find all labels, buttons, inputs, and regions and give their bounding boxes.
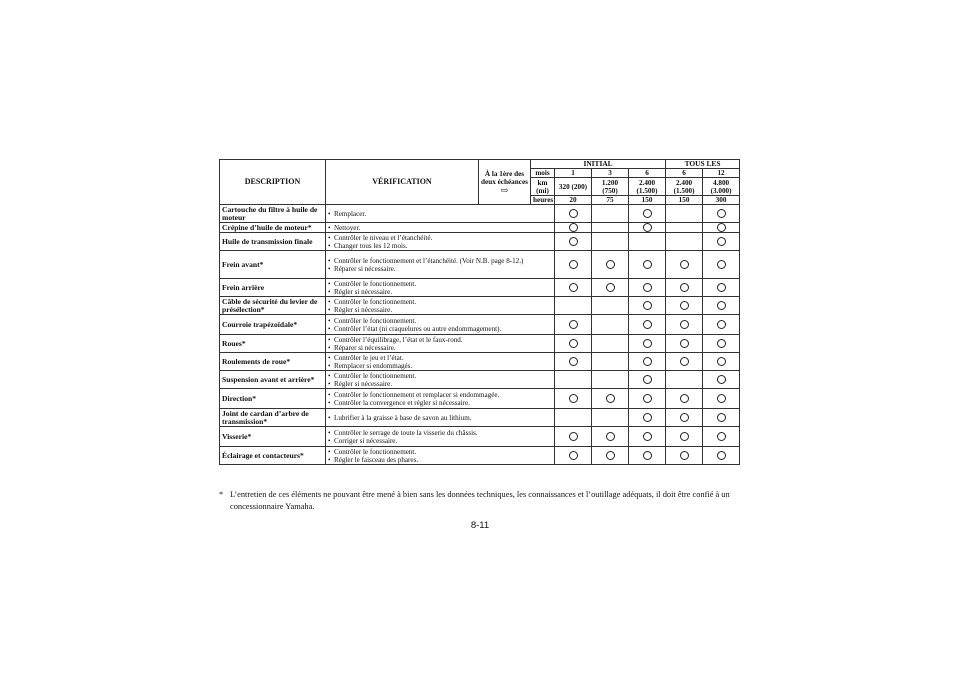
item-name: Direction*: [220, 389, 326, 409]
item-name: Crépine d’huile de moteur*: [220, 223, 326, 233]
check-step: • Contrôler le serrage de toute la visserie du châssis.: [328, 429, 529, 437]
item-name: Éclairage et contacteurs*: [220, 447, 326, 465]
circle-mark-icon: [680, 320, 689, 329]
unit-spacer-cell: [531, 279, 555, 297]
interval-mark-cell: [703, 251, 740, 279]
check-step: • Contrôler le fonctionnement.: [328, 372, 529, 380]
circle-mark-icon: [643, 432, 652, 441]
circle-mark-icon: [569, 320, 578, 329]
interval-value: 6: [629, 169, 666, 178]
circle-mark-icon: [569, 451, 578, 460]
circle-mark-icon: [643, 301, 652, 310]
interval-unit: km (mi): [531, 178, 555, 196]
item-name: Joint de cardan d’arbre de transmission*: [220, 409, 326, 427]
interval-value: 4.800 (3.000): [703, 178, 740, 196]
circle-mark-icon: [680, 260, 689, 269]
circle-mark-icon: [717, 394, 726, 403]
item-name: Courroie trapézoïdale*: [220, 315, 326, 335]
footnote-mark: *: [219, 490, 224, 499]
item-name: Visserie*: [220, 427, 326, 447]
footnote: [219, 489, 741, 512]
circle-mark-icon: [643, 320, 652, 329]
interval-mark-cell: [592, 389, 629, 409]
circle-mark-icon: [569, 394, 578, 403]
item-checks: [326, 223, 531, 233]
circle-mark-icon: [606, 260, 615, 269]
unit-spacer-cell: [531, 409, 555, 427]
circle-mark-icon: [643, 451, 652, 460]
maintenance-table: [219, 159, 740, 465]
check-step: • Régler si nécessaire.: [328, 380, 529, 388]
unit-spacer-cell: [531, 389, 555, 409]
interval-value: 1: [555, 169, 592, 178]
circle-mark-icon: [680, 413, 689, 422]
interval-mark-cell: [703, 371, 740, 389]
unit-spacer-cell: [531, 251, 555, 279]
circle-mark-icon: [717, 237, 726, 246]
unit-spacer-cell: [531, 335, 555, 353]
interval-mark-cell: [703, 297, 740, 315]
table-row: [220, 233, 740, 251]
interval-value: 320 (200): [555, 178, 592, 196]
interval-mark-cell: [666, 335, 703, 353]
item-name: Suspension avant et arrière*: [220, 371, 326, 389]
check-step: • Contrôler la convergence et régler si nécessaire.: [328, 399, 529, 407]
table-row: [220, 205, 740, 223]
unit-spacer-cell: [531, 315, 555, 335]
interval-value: 150: [666, 196, 703, 205]
interval-mark-cell: [555, 409, 592, 427]
interval-value: 12: [703, 169, 740, 178]
circle-mark-icon: [606, 283, 615, 292]
check-step: • Corriger si nécessaire.: [328, 437, 529, 445]
interval-mark-cell: [592, 233, 629, 251]
interval-mark-cell: [629, 389, 666, 409]
interval-mark-cell: [555, 427, 592, 447]
interval-mark-cell: [555, 233, 592, 251]
unit-spacer-cell: [531, 205, 555, 223]
interval-mark-cell: [555, 447, 592, 465]
table-row: [220, 427, 740, 447]
item-name: Roues*: [220, 335, 326, 353]
check-step: • Contrôler le fonctionnement.: [328, 448, 529, 456]
item-checks: [326, 371, 531, 389]
interval-mark-cell: [592, 371, 629, 389]
interval-mark-cell: [703, 447, 740, 465]
item-name: Câble de sécurité du levier de présélection*: [220, 297, 326, 315]
circle-mark-icon: [680, 357, 689, 366]
interval-mark-cell: [666, 409, 703, 427]
interval-mark-cell: [592, 447, 629, 465]
interval-mark-cell: [592, 297, 629, 315]
interval-mark-cell: [629, 315, 666, 335]
interval-mark-cell: [629, 335, 666, 353]
interval-mark-cell: [555, 353, 592, 371]
interval-mark-cell: [555, 297, 592, 315]
interval-mark-cell: [703, 233, 740, 251]
circle-mark-icon: [717, 283, 726, 292]
interval-mark-cell: [666, 315, 703, 335]
check-step: • Contrôler l’équilibrage, l’état et le faux-rond.: [328, 336, 529, 344]
circle-mark-icon: [717, 357, 726, 366]
circle-mark-icon: [569, 432, 578, 441]
check-step: • Lubrifier à la graisse à base de savon au lithium.: [328, 414, 529, 422]
interval-value: 300: [703, 196, 740, 205]
circle-mark-icon: [569, 209, 578, 218]
interval-mark-cell: [666, 447, 703, 465]
circle-mark-icon: [680, 451, 689, 460]
verification-header: VÉRIFICATION: [326, 160, 479, 205]
circle-mark-icon: [680, 301, 689, 310]
interval-unit: heures: [531, 196, 555, 205]
interval-mark-cell: [703, 335, 740, 353]
unit-spacer-cell: [531, 447, 555, 465]
interval-value: 20: [555, 196, 592, 205]
every-header: TOUS LES: [666, 160, 740, 169]
check-step: • Régler si nécessaire.: [328, 306, 529, 314]
item-checks: [326, 447, 531, 465]
item-name: Frein avant*: [220, 251, 326, 279]
item-checks: [326, 427, 531, 447]
interval-mark-cell: [592, 427, 629, 447]
interval-mark-cell: [592, 251, 629, 279]
table-row: [220, 335, 740, 353]
interval-mark-cell: [703, 315, 740, 335]
item-checks: [326, 233, 531, 251]
interval-mark-cell: [666, 279, 703, 297]
interval-mark-cell: [629, 251, 666, 279]
item-checks: [326, 279, 531, 297]
table-row: [220, 447, 740, 465]
interval-mark-cell: [666, 223, 703, 233]
interval-mark-cell: [592, 205, 629, 223]
interval-value: 75: [592, 196, 629, 205]
interval-value: 3: [592, 169, 629, 178]
interval-mark-cell: [592, 353, 629, 371]
interval-mark-cell: [555, 251, 592, 279]
interval-mark-cell: [703, 223, 740, 233]
circle-mark-icon: [643, 357, 652, 366]
interval-mark-cell: [592, 223, 629, 233]
check-step: • Remplacer.: [328, 210, 529, 218]
check-step: • Contrôler le fonctionnement.: [328, 298, 529, 306]
check-step: • Contrôler le fonctionnement.: [328, 280, 529, 288]
interval-mark-cell: [703, 427, 740, 447]
interval-mark-cell: [555, 389, 592, 409]
interval-mark-cell: [703, 389, 740, 409]
first-due-header: [479, 160, 531, 205]
unit-spacer-cell: [531, 371, 555, 389]
unit-spacer-cell: [531, 427, 555, 447]
circle-mark-icon: [717, 413, 726, 422]
circle-mark-icon: [643, 394, 652, 403]
check-step: • Contrôler le fonctionnement et remplacer si endommagée.: [328, 391, 529, 399]
page-number: 8-11: [470, 520, 490, 531]
check-step: • Régler le faisceau des phares.: [328, 456, 529, 464]
interval-mark-cell: [592, 279, 629, 297]
footnote-text: L’entretien de ces éléments ne pouvant être mené à bien sans les données techniques, les connaissances et l’outillage adéquats, il doit être confié à un concessionnaire Yamaha.: [230, 490, 730, 511]
interval-mark-cell: [592, 335, 629, 353]
circle-mark-icon: [606, 394, 615, 403]
circle-mark-icon: [717, 451, 726, 460]
interval-mark-cell: [629, 297, 666, 315]
circle-mark-icon: [569, 339, 578, 348]
circle-mark-icon: [717, 320, 726, 329]
circle-mark-icon: [643, 223, 652, 232]
item-name: Huile de transmission finale: [220, 233, 326, 251]
check-step: • Régler si nécessaire.: [328, 288, 529, 296]
check-step: • Changer tous les 12 mois.: [328, 242, 529, 250]
circle-mark-icon: [717, 260, 726, 269]
initial-header: INITIAL: [531, 160, 666, 169]
interval-mark-cell: [666, 297, 703, 315]
check-step: • Contrôler le fonctionnement et l’étanchéité. (Voir N.B. page 8-12.): [328, 257, 529, 265]
interval-mark-cell: [703, 353, 740, 371]
interval-mark-cell: [666, 389, 703, 409]
interval-mark-cell: [666, 251, 703, 279]
table-row: [220, 223, 740, 233]
item-checks: [326, 297, 531, 315]
item-name: Frein arrière: [220, 279, 326, 297]
interval-mark-cell: [592, 409, 629, 427]
unit-spacer-cell: [531, 233, 555, 251]
interval-value: 6: [666, 169, 703, 178]
check-step: • Réparer si nécessaire.: [328, 344, 529, 352]
interval-mark-cell: [703, 279, 740, 297]
interval-mark-cell: [629, 205, 666, 223]
unit-spacer-cell: [531, 297, 555, 315]
table-row: [220, 389, 740, 409]
item-checks: [326, 353, 531, 371]
circle-mark-icon: [569, 260, 578, 269]
interval-mark-cell: [555, 335, 592, 353]
circle-mark-icon: [606, 432, 615, 441]
interval-mark-cell: [629, 353, 666, 371]
interval-mark-cell: [555, 205, 592, 223]
interval-mark-cell: [666, 205, 703, 223]
table-row: [220, 371, 740, 389]
circle-mark-icon: [643, 260, 652, 269]
interval-mark-cell: [629, 371, 666, 389]
interval-value: 2.400 (1.500): [666, 178, 703, 196]
interval-mark-cell: [666, 353, 703, 371]
unit-spacer-cell: [531, 223, 555, 233]
interval-mark-cell: [703, 409, 740, 427]
interval-mark-cell: [629, 447, 666, 465]
item-name: Roulements de roue*: [220, 353, 326, 371]
circle-mark-icon: [569, 283, 578, 292]
check-step: • Nettoyer.: [328, 224, 529, 232]
circle-mark-icon: [717, 209, 726, 218]
unit-spacer-cell: [531, 353, 555, 371]
interval-mark-cell: [629, 409, 666, 427]
table-row: [220, 279, 740, 297]
interval-mark-cell: [629, 223, 666, 233]
interval-mark-cell: [555, 223, 592, 233]
circle-mark-icon: [717, 339, 726, 348]
interval-mark-cell: [629, 279, 666, 297]
circle-mark-icon: [680, 394, 689, 403]
circle-mark-icon: [680, 283, 689, 292]
interval-mark-cell: [592, 315, 629, 335]
interval-mark-cell: [629, 427, 666, 447]
check-step: • Contrôler le jeu et l’état.: [328, 354, 529, 362]
table-row: [220, 315, 740, 335]
interval-value: 2.400 (1.500): [629, 178, 666, 196]
check-step: • Contrôler l’état (ni craquelures ou autre endommagement).: [328, 325, 529, 333]
item-checks: [326, 335, 531, 353]
interval-mark-cell: [555, 279, 592, 297]
item-checks: [326, 205, 531, 223]
interval-mark-cell: [555, 371, 592, 389]
check-step: • Remplacer si endommagés.: [328, 362, 529, 370]
item-checks: [326, 315, 531, 335]
first-due-label: À la 1ère des deux échéances: [481, 169, 528, 186]
circle-mark-icon: [717, 301, 726, 310]
arrow-right-icon: ⇨: [500, 184, 509, 195]
interval-value: 150: [629, 196, 666, 205]
table-row: [220, 297, 740, 315]
circle-mark-icon: [643, 209, 652, 218]
circle-mark-icon: [717, 375, 726, 384]
item-checks: [326, 251, 531, 279]
item-name: Cartouche du filtre à huile de moteur: [220, 205, 326, 223]
circle-mark-icon: [643, 375, 652, 384]
item-checks: [326, 389, 531, 409]
circle-mark-icon: [569, 357, 578, 366]
circle-mark-icon: [643, 413, 652, 422]
circle-mark-icon: [606, 451, 615, 460]
circle-mark-icon: [569, 223, 578, 232]
check-step: • Réparer si nécessaire.: [328, 265, 529, 273]
circle-mark-icon: [569, 237, 578, 246]
circle-mark-icon: [717, 432, 726, 441]
circle-mark-icon: [680, 339, 689, 348]
circle-mark-icon: [643, 339, 652, 348]
item-checks: [326, 409, 531, 427]
check-step: • Contrôler le fonctionnement.: [328, 317, 529, 325]
table-row: [220, 353, 740, 371]
interval-value: 1.200 (750): [592, 178, 629, 196]
circle-mark-icon: [717, 223, 726, 232]
interval-mark-cell: [666, 427, 703, 447]
circle-mark-icon: [643, 283, 652, 292]
interval-mark-cell: [666, 233, 703, 251]
interval-mark-cell: [666, 371, 703, 389]
table-row: [220, 251, 740, 279]
interval-mark-cell: [555, 315, 592, 335]
interval-unit: mois: [531, 169, 555, 178]
table-row: [220, 409, 740, 427]
check-step: • Contrôler le niveau et l’étanchéité.: [328, 234, 529, 242]
description-header: DESCRIPTION: [220, 160, 326, 205]
interval-mark-cell: [629, 233, 666, 251]
interval-mark-cell: [703, 205, 740, 223]
circle-mark-icon: [680, 432, 689, 441]
